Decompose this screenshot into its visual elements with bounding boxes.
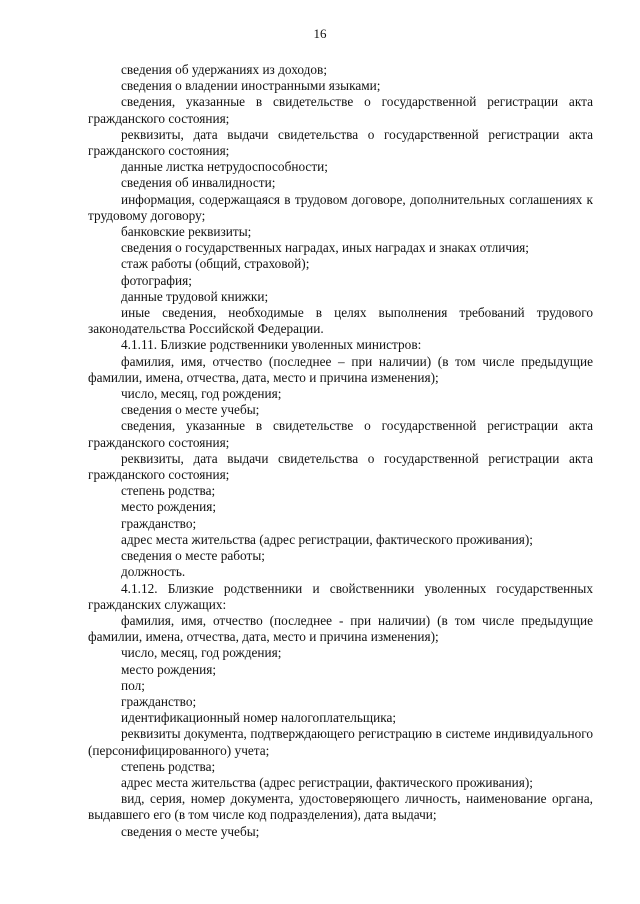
paragraph: адрес места жительства (адрес регистрации, фактического проживания); [121,531,533,547]
paragraph: число, месяц, год рождения; [121,645,282,661]
paragraph: иные сведения, необходимые в целях выполнения требований трудового законодательства Российской Федерации. [88,305,593,337]
paragraph: сведения о месте учебы; [121,823,260,839]
paragraph: идентификационный номер налогоплательщика; [121,710,397,726]
paragraph: банковские реквизиты; [121,224,252,240]
section-heading: 4.1.11. Близкие родственники уволенных министров: [121,337,422,353]
paragraph: гражданство; [121,515,197,531]
paragraph: информация, содержащаяся в трудовом договоре, дополнительных соглашениях к трудовому договору; [88,191,593,223]
paragraph: реквизиты, дата выдачи свидетельства о государственной регистрации акта гражданского состояния; [88,126,593,159]
paragraph: степень родства; [121,758,216,774]
paragraph: число, месяц, год рождения; [121,386,282,402]
paragraph: данные трудовой книжки; [121,288,269,304]
paragraph: сведения о государственных наградах, иных наградах и знаках отличия; [121,240,529,256]
paragraph: реквизиты, дата выдачи свидетельства о государственной регистрации акта гражданского состояния; [88,450,593,483]
paragraph: сведения, указанные в свидетельстве о государственной регистрации акта гражданского состояния; [88,94,593,126]
paragraph: вид, серия, номер документа, удостоверяющего личность, наименование органа, выдавшего его (в том числе код подразделения), дата выдачи; [88,791,593,823]
paragraph: адрес места жительства (адрес регистрации, фактического проживания); [121,774,533,790]
paragraph: должность. [121,564,186,580]
page-content [88,62,593,840]
paragraph: фотография; [121,272,192,288]
paragraph: сведения о владении иностранными языками; [121,78,381,94]
paragraph: реквизиты документа, подтверждающего регистрацию в системе индивидуального (персонифицированного) учета; [88,726,593,758]
page-number: 16 [313,26,327,41]
paragraph: сведения о месте работы; [121,548,265,564]
paragraph: фамилия, имя, отчество (последнее – при наличии) (в том числе предыдущие фамилии, имена, отчества, дата, место и причина изменения); [88,353,593,385]
paragraph: данные листка нетрудоспособности; [121,159,328,175]
paragraph: стаж работы (общий, страховой); [121,256,310,272]
paragraph: гражданство; [121,693,197,709]
paragraph: сведения об инвалидности; [121,175,276,191]
paragraph: фамилия, имя, отчество (последнее - при наличии) (в том числе предыдущие фамилии, имена, отчества, дата, место и причина изменения); [88,612,593,645]
paragraph: пол; [121,677,145,693]
section-heading: 4.1.12. Близкие родственники и свойственники уволенных государственных гражданских служащих: [88,580,593,612]
paragraph: степень родства; [121,483,216,499]
paragraph: сведения, указанные в свидетельстве о государственной регистрации акта гражданского состояния; [88,418,593,450]
paragraph: место рождения; [121,661,217,677]
paragraph: сведения об удержаниях из доходов; [121,62,328,77]
paragraph: место рождения; [121,499,217,515]
paragraph: сведения о месте учебы; [121,402,260,418]
